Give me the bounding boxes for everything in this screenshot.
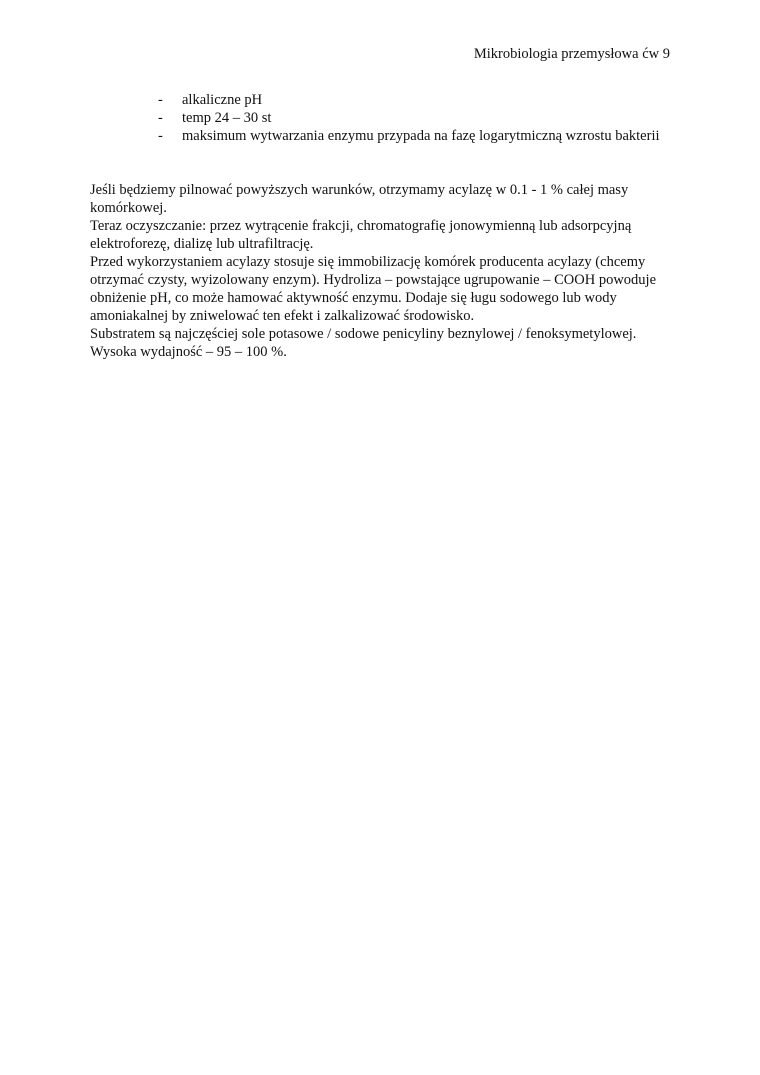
list-item-text: temp 24 – 30 st [182, 110, 272, 126]
paragraph-immobilization: Przed wykorzystaniem acylazy stosuje się immobilizację komórek producenta acylazy (chcemy otrzymać czysty, wyizolowany enzym). Hydroliza – powstające ugrupowanie – COOH powoduje obniżenie pH, co może hamować aktywność enzymu. Dodaje się ługu sodowego lub wody amoniakalnej by zniwelować ten efekt i zalkalizować środowisko. [90, 254, 657, 324]
paragraph-substrates: Substratem są najczęściej sole potasowe / sodowe penicyliny beznylowej / fenoksymetylowej. [90, 326, 637, 342]
condition-list [158, 91, 678, 145]
list-bullet-dash: - [158, 92, 163, 108]
list-item [158, 109, 678, 127]
paragraph-yield-conditions: Jeśli będziemy pilnować powyższych warunków, otrzymamy acylazę w 0.1 - 1 % całej masy komórkowej. [90, 182, 629, 216]
paragraph-efficiency: Wysoka wydajność – 95 – 100 %. [90, 344, 287, 360]
list-item-text: alkaliczne pH [182, 92, 263, 108]
list-bullet-dash: - [158, 110, 163, 126]
page-header-title: Mikrobiologia przemysłowa ćw 9 [473, 46, 670, 62]
body-text [90, 181, 690, 361]
paragraph-purification: Teraz oczyszczanie: przez wytrącenie frakcji, chromatografię jonowymienną lub adsorpcyjną elektroforezę, dializę lub ultrafiltrację. [90, 218, 632, 252]
list-bullet-dash: - [158, 128, 163, 144]
list-item-text: maksimum wytwarzania enzymu przypada na fazę logarytmiczną wzrostu bakterii [182, 128, 660, 144]
list-item [158, 127, 678, 145]
list-item [158, 91, 678, 109]
